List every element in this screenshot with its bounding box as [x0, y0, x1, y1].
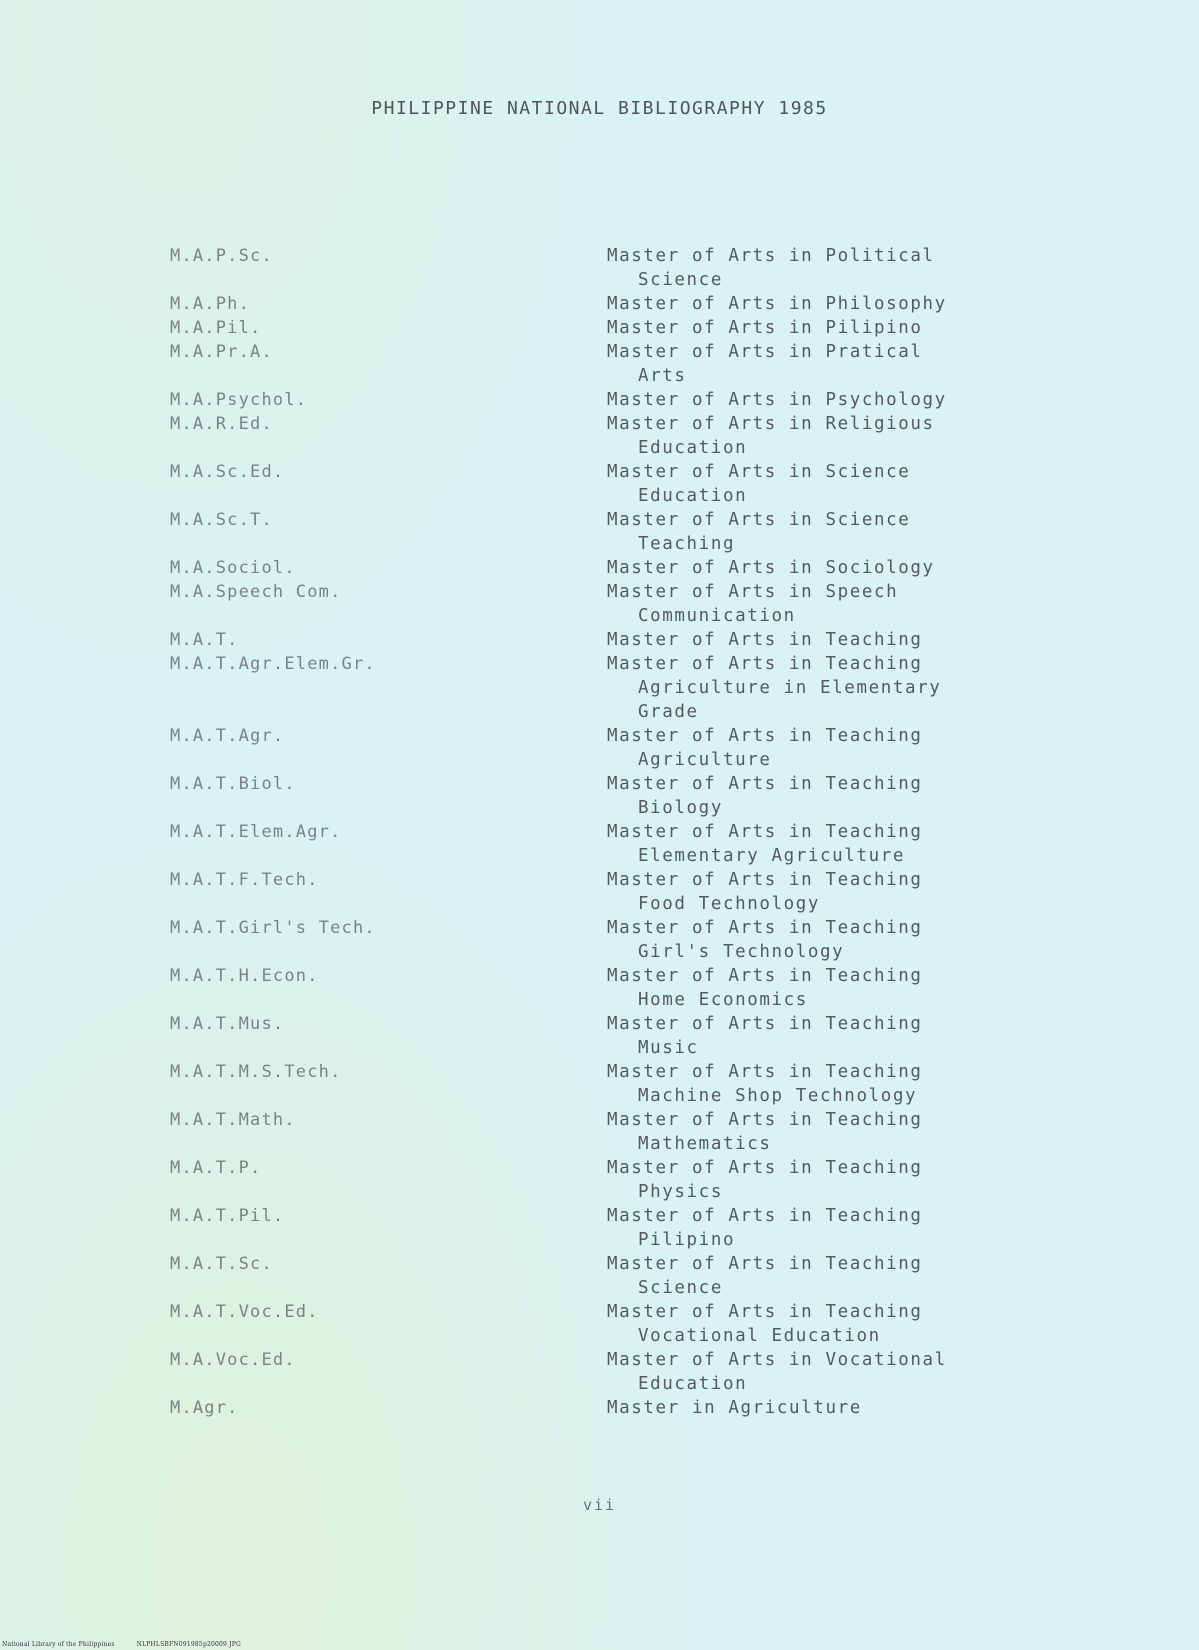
definition — [607, 1396, 1020, 1420]
abbreviation: M.A.T.Pil. — [170, 1206, 285, 1226]
definition — [607, 1156, 1020, 1204]
definition-line: Master of Arts in Science — [607, 462, 911, 482]
definition-continuation: Home Economics — [638, 990, 808, 1010]
definition-line: Master of Arts in Sociology — [607, 558, 935, 578]
scan-footer — [2, 1641, 263, 1648]
definition — [607, 340, 1020, 388]
list-item — [170, 388, 1020, 412]
definition-line: Master of Arts in Teaching — [607, 918, 923, 938]
definition-continuation: Communication — [638, 606, 796, 626]
list-item — [170, 1204, 1020, 1252]
list-item — [170, 916, 1020, 964]
list-item — [170, 1348, 1020, 1396]
definition — [607, 508, 1020, 556]
list-item — [170, 868, 1020, 916]
definition-continuation: Grade — [638, 702, 699, 722]
list-item — [170, 1300, 1020, 1348]
definition-continuation: Science — [638, 270, 723, 290]
definition-line: Master of Arts in Psychology — [607, 390, 947, 410]
abbreviation: M.A.T.P. — [170, 1158, 262, 1178]
list-item — [170, 1156, 1020, 1204]
page-title: PHILIPPINE NATIONAL BIBLIOGRAPHY 1985 — [371, 98, 828, 119]
definition-line: Master of Arts in Teaching — [607, 870, 923, 890]
abbreviation: M.A.Psychol. — [170, 390, 308, 410]
definition-continuation: Girl's Technology — [638, 942, 845, 962]
definition-continuation: Arts — [638, 366, 687, 386]
definition-line: Master of Arts in Teaching — [607, 654, 923, 674]
list-item — [170, 460, 1020, 508]
definition — [607, 412, 1020, 460]
definition-line: Master of Arts in Teaching — [607, 1302, 923, 1322]
definition — [607, 1300, 1020, 1348]
definition — [607, 292, 1020, 316]
abbreviation-list — [170, 244, 1020, 1420]
list-item — [170, 964, 1020, 1012]
definition-continuation: Biology — [638, 798, 723, 818]
abbreviation: M.A.Sc.Ed. — [170, 462, 285, 482]
list-item — [170, 580, 1020, 628]
definition-continuation: Education — [638, 1374, 748, 1394]
definition-line: Master of Arts in Speech — [607, 582, 899, 602]
definition — [607, 316, 1020, 340]
definition-line: Master of Arts in Teaching — [607, 1158, 923, 1178]
definition — [607, 916, 1020, 964]
list-item — [170, 340, 1020, 388]
definition-line: Master of Arts in Teaching — [607, 630, 923, 650]
abbreviation: M.A.T.Math. — [170, 1110, 296, 1130]
definition-continuation: Teaching — [638, 534, 736, 554]
definition-continuation: Mathematics — [638, 1134, 772, 1154]
abbreviation: M.A.T.Elem.Agr. — [170, 822, 342, 842]
list-item — [170, 1060, 1020, 1108]
list-item — [170, 292, 1020, 316]
abbreviation: M.A.Speech Com. — [170, 582, 342, 602]
definition-line: Master of Arts in Political — [607, 246, 935, 266]
definition — [607, 724, 1020, 772]
abbreviation: M.A.Sociol. — [170, 558, 296, 578]
definition-continuation: Elementary Agriculture — [638, 846, 905, 866]
definition-line: Master of Arts in Teaching — [607, 1254, 923, 1274]
definition — [607, 1012, 1020, 1060]
list-item — [170, 772, 1020, 820]
list-item — [170, 1396, 1020, 1420]
definition-continuation: Education — [638, 438, 748, 458]
definition — [607, 652, 1020, 724]
definition-line: Master of Arts in Religious — [607, 414, 935, 434]
definition-line: Master of Arts in Vocational — [607, 1350, 947, 1370]
list-item — [170, 412, 1020, 460]
definition — [607, 556, 1020, 580]
definition-line: Master of Arts in Pratical — [607, 342, 923, 362]
definition-continuation: Vocational Education — [638, 1326, 881, 1346]
definition-line: Master of Arts in Teaching — [607, 1014, 923, 1034]
definition — [607, 460, 1020, 508]
list-item — [170, 1012, 1020, 1060]
abbreviation: M.A.T.Sc. — [170, 1254, 273, 1274]
abbreviation: M.A.P.Sc. — [170, 246, 273, 266]
definition — [607, 964, 1020, 1012]
list-item — [170, 724, 1020, 772]
definition — [607, 1060, 1020, 1108]
definition-line: Master of Arts in Teaching — [607, 966, 923, 986]
definition-continuation: Science — [638, 1278, 723, 1298]
definition — [607, 580, 1020, 628]
list-item — [170, 244, 1020, 292]
definition — [607, 1252, 1020, 1300]
list-item — [170, 820, 1020, 868]
definition — [607, 628, 1020, 652]
definition — [607, 820, 1020, 868]
definition — [607, 1108, 1020, 1156]
definition-line: Master of Arts in Teaching — [607, 774, 923, 794]
definition-line: Master in Agriculture — [607, 1398, 862, 1418]
footer-library: National Library of the Philippines — [2, 1641, 115, 1648]
abbreviation: M.A.T. — [170, 630, 239, 650]
definition-continuation: Machine Shop Technology — [638, 1086, 918, 1106]
definition-continuation: Pilipino — [638, 1230, 736, 1250]
definition-continuation: Physics — [638, 1182, 723, 1202]
definition — [607, 868, 1020, 916]
list-item — [170, 652, 1020, 724]
definition-continuation: Agriculture — [638, 750, 772, 770]
list-item — [170, 1108, 1020, 1156]
definition-line: Master of Arts in Teaching — [607, 1206, 923, 1226]
definition-line: Master of Arts in Science — [607, 510, 911, 530]
footer-file-id: NLPHLSBFN091985p20009 JPG — [136, 1641, 242, 1648]
definition-line: Master of Arts in Teaching — [607, 822, 923, 842]
list-item — [170, 316, 1020, 340]
abbreviation: M.A.T.Voc.Ed. — [170, 1302, 319, 1322]
abbreviation: M.A.Pr.A. — [170, 342, 273, 362]
list-item — [170, 1252, 1020, 1300]
abbreviation: M.A.T.Mus. — [170, 1014, 285, 1034]
definition-line: Master of Arts in Teaching — [607, 1062, 923, 1082]
abbreviation: M.A.R.Ed. — [170, 414, 273, 434]
definition — [607, 244, 1020, 292]
abbreviation: M.A.Ph. — [170, 294, 251, 314]
definition — [607, 1204, 1020, 1252]
list-item — [170, 556, 1020, 580]
definition-continuation: Food Technology — [638, 894, 821, 914]
abbreviation: M.A.T.Agr.Elem.Gr. — [170, 654, 376, 674]
definition-line: Master of Arts in Philosophy — [607, 294, 947, 314]
list-item — [170, 628, 1020, 652]
page-number: vii — [582, 1496, 617, 1514]
abbreviation: M.A.T.Agr. — [170, 726, 285, 746]
abbreviation: M.A.T.Girl's Tech. — [170, 918, 376, 938]
abbreviation: M.Agr. — [170, 1398, 239, 1418]
definition-line: Master of Arts in Teaching — [607, 1110, 923, 1130]
abbreviation: M.A.T.M.S.Tech. — [170, 1062, 342, 1082]
definition — [607, 388, 1020, 412]
abbreviation: M.A.T.Biol. — [170, 774, 296, 794]
definition-line: Master of Arts in Teaching — [607, 726, 923, 746]
definition-continuation: Music — [638, 1038, 699, 1058]
abbreviation: M.A.Sc.T. — [170, 510, 273, 530]
definition-line: Master of Arts in Pilipino — [607, 318, 923, 338]
definition — [607, 772, 1020, 820]
definition — [607, 1348, 1020, 1396]
abbreviation: M.A.T.F.Tech. — [170, 870, 319, 890]
abbreviation: M.A.T.H.Econ. — [170, 966, 319, 986]
abbreviation: M.A.Voc.Ed. — [170, 1350, 296, 1370]
definition-continuation: Agriculture in Elementary — [638, 678, 942, 698]
definition-continuation: Education — [638, 486, 748, 506]
abbreviation: M.A.Pil. — [170, 318, 262, 338]
list-item — [170, 508, 1020, 556]
